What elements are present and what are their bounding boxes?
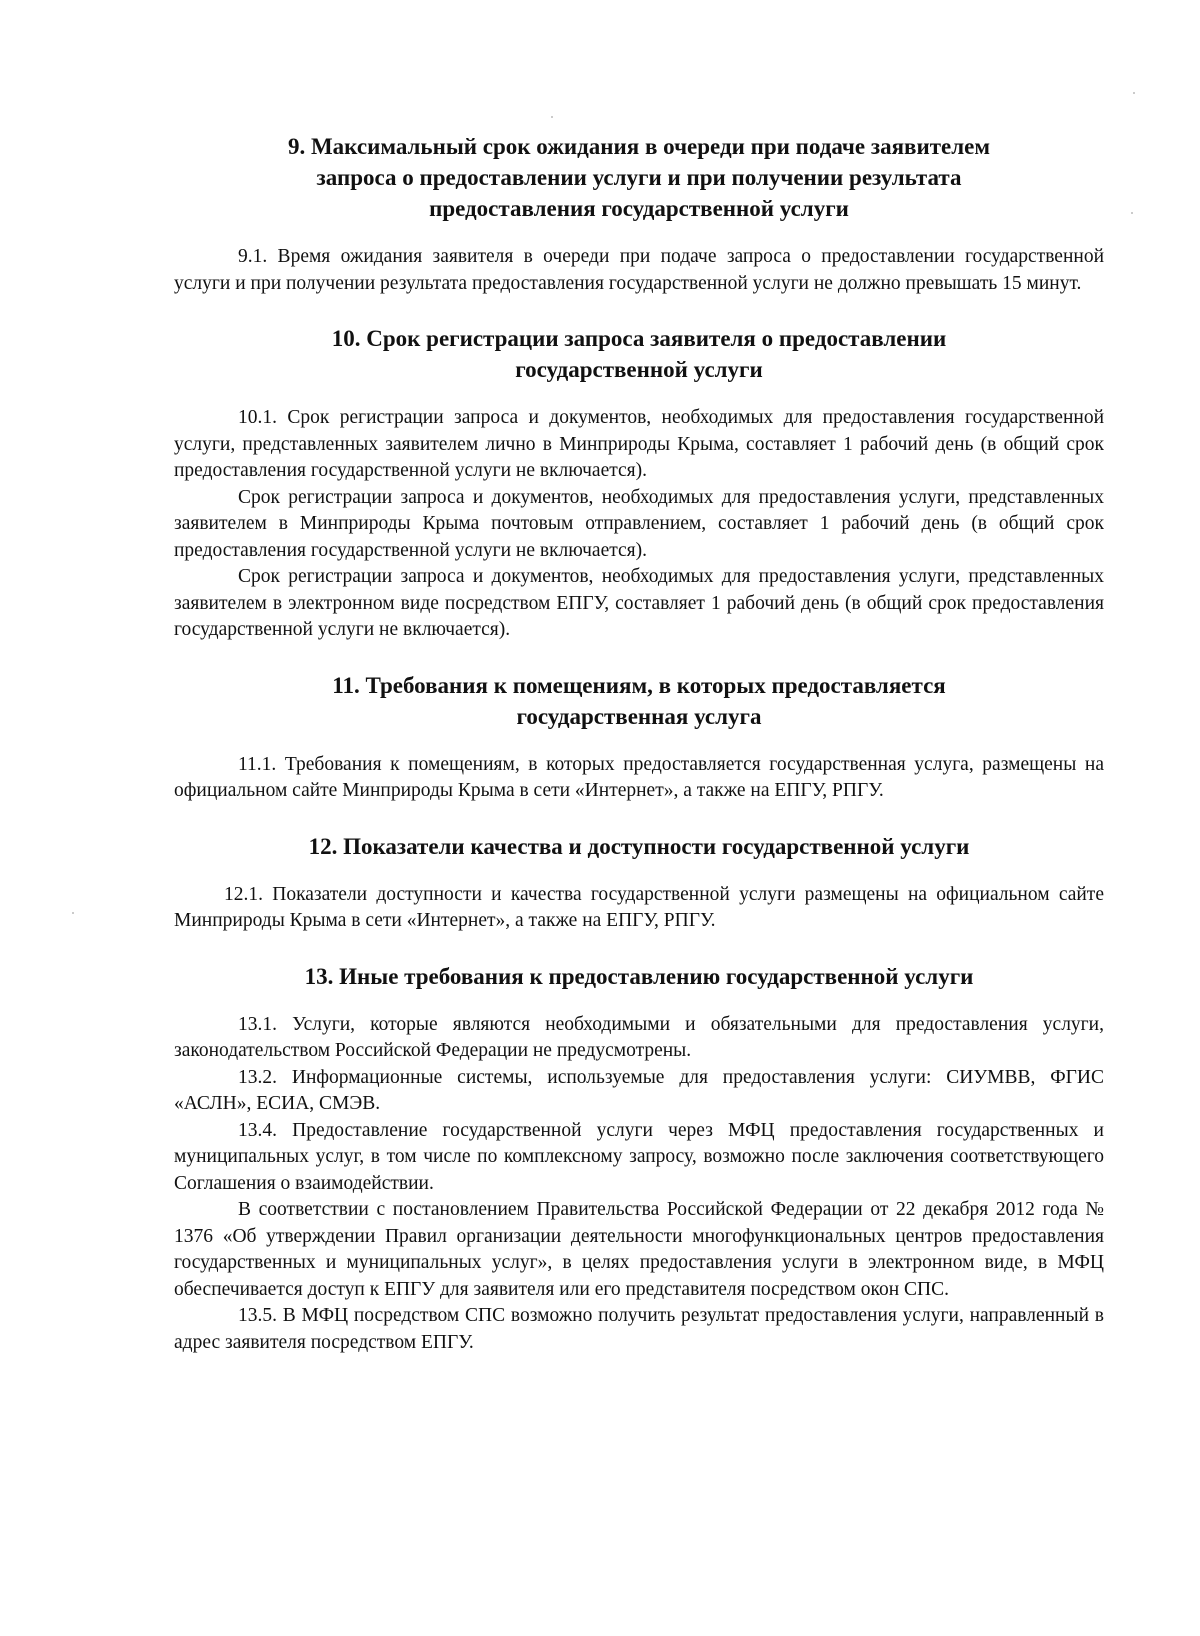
paragraph-10-1: 10.1. Срок регистрации запроса и документов, необходимых для предоставления государственной услуги, представленных заявителем лично в Минприроды Крыма, составляет 1 рабочий день (в общий срок предоставления государственной услуги не включается). (174, 407, 1104, 481)
heading-line: 10. Срок регистрации запроса заявителя о предоставлении (331, 326, 947, 351)
paragraph-13-2: 13.2. Информационные системы, используемые для предоставления услуги: СИУМВВ, ФГИС «АСЛН», ЕСИА, СМЭВ. (174, 1066, 1104, 1114)
heading-line: 12. Показатели качества и доступности государственной услуги (308, 833, 970, 859)
heading-line: 11. Требования к помещениям, в которых предоставляется (332, 672, 946, 698)
paragraph-10-3: Срок регистрации запроса и документов, необходимых для предоставления услуги, представленных заявителем в электронном виде посредством ЕПГУ, составляет 1 рабочий день (в общий срок предоставления государственной услуги не включается). (174, 566, 1104, 640)
paragraph-11-1: 11.1. Требования к помещениям, в которых предоставляется государственная услуга, размещены на официальном сайте Минприроды Крыма в сети «Интернет», а также на ЕПГУ, РПГУ. (174, 753, 1104, 801)
section-11-heading (174, 670, 1104, 732)
paragraph-13-4-b: В соответствии с постановлением Правительства Российской Федерации от 22 декабря 2012 года № 1376 «Об утверждении Правил организации деятельности многофункциональных центров предоставления государственных и муниципальных услуг», в целях предоставления услуги в электронном виде, в МФЦ обеспечивается доступ к ЕПГУ для заявителя или его представителя посредством окон СПС. (174, 1199, 1104, 1300)
heading-line: государственной услуги (515, 357, 763, 382)
section-9-heading (174, 131, 1104, 224)
heading-line: 13. Иные требования к предоставлению государственной услуги (304, 963, 974, 989)
scan-speck (551, 116, 553, 118)
heading-line: 9. Максимальный срок ожидания в очереди при подаче заявителем (287, 134, 991, 159)
scan-speck (1133, 92, 1135, 94)
paragraph-13-1: 13.1. Услуги, которые являются необходимыми и обязательными для предоставления услуги, законодательством Российской Федерации не предусмотрены. (174, 1013, 1104, 1061)
section-10-heading (174, 323, 1104, 385)
section-12-heading (174, 831, 1104, 862)
paragraph-12-1: 12.1. Показатели доступности и качества государственной услуги размещены на официальном сайте Минприроды Крыма в сети «Интернет», а также на ЕПГУ, РПГУ. (174, 883, 1104, 931)
heading-line: запроса о предоставлении услуги и при получении результата (316, 165, 962, 190)
paragraph-9-1: 9.1. Время ожидания заявителя в очереди при подаче запроса о предоставлении государственной услуги и при получении результата предоставления государственной услуги не должно превышать 15 минут. (174, 246, 1104, 294)
heading-line: государственная услуга (516, 703, 762, 729)
paragraph-13-4: 13.4. Предоставление государственной услуги через МФЦ предоставления государственных и муниципальных услуг, в том числе по комплексному запросу, возможно после заключения соответствующего Соглашения о взаимодействии. (174, 1119, 1104, 1194)
paragraph-13-5: 13.5. В МФЦ посредством СПС возможно получить результат предоставления услуги, направленный в адрес заявителя посредством ЕПГУ. (174, 1305, 1104, 1353)
paragraph-10-2: Срок регистрации запроса и документов, необходимых для предоставления услуги, представленных заявителем в Минприроды Крыма почтовым отправлением, составляет 1 рабочий день (в общий срок предоставления государственной услуги не включается). (174, 486, 1104, 561)
scan-speck (1131, 212, 1133, 214)
scan-speck (72, 912, 74, 914)
section-13-heading (174, 961, 1104, 992)
heading-line: предоставления государственной услуги (429, 196, 849, 221)
